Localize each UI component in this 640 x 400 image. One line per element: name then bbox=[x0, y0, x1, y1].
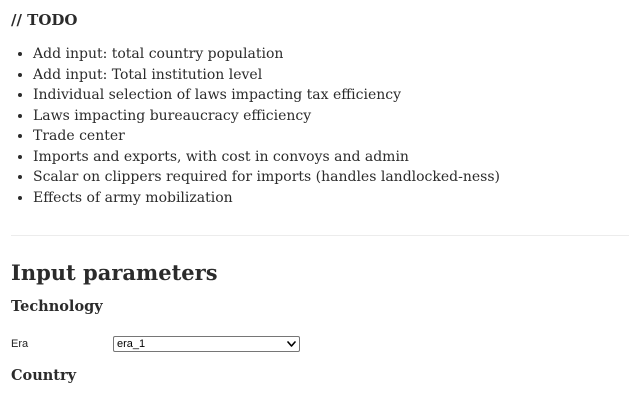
todo-item: • Laws impacting bureaucracy efficiency bbox=[33, 106, 500, 127]
era-select[interactable] bbox=[113, 336, 300, 352]
todo-item: • Imports and exports, with cost in convoys and admin bbox=[33, 147, 500, 168]
todo-item: • Add input: total country population bbox=[33, 44, 500, 65]
era-select-value: era_1 bbox=[117, 338, 146, 350]
country-title: Country bbox=[11, 367, 77, 384]
todo-item: • Add input: Total institution level bbox=[33, 65, 500, 86]
todo-item: • Scalar on clippers required for imports (handles landlocked-ness) bbox=[33, 167, 500, 188]
section-divider bbox=[11, 235, 629, 236]
todo-heading: // TODO bbox=[11, 11, 78, 29]
todo-list bbox=[11, 44, 500, 208]
todo-item: • Individual selection of laws impacting tax efficiency bbox=[33, 85, 500, 106]
input-parameters-title: Input parameters bbox=[11, 260, 218, 285]
technology-title: Technology bbox=[11, 298, 103, 315]
chevron-down-icon bbox=[287, 340, 296, 348]
todo-item: • Effects of army mobilization bbox=[33, 188, 500, 209]
era-label: Era bbox=[11, 338, 29, 350]
todo-item: • Trade center bbox=[33, 126, 500, 147]
